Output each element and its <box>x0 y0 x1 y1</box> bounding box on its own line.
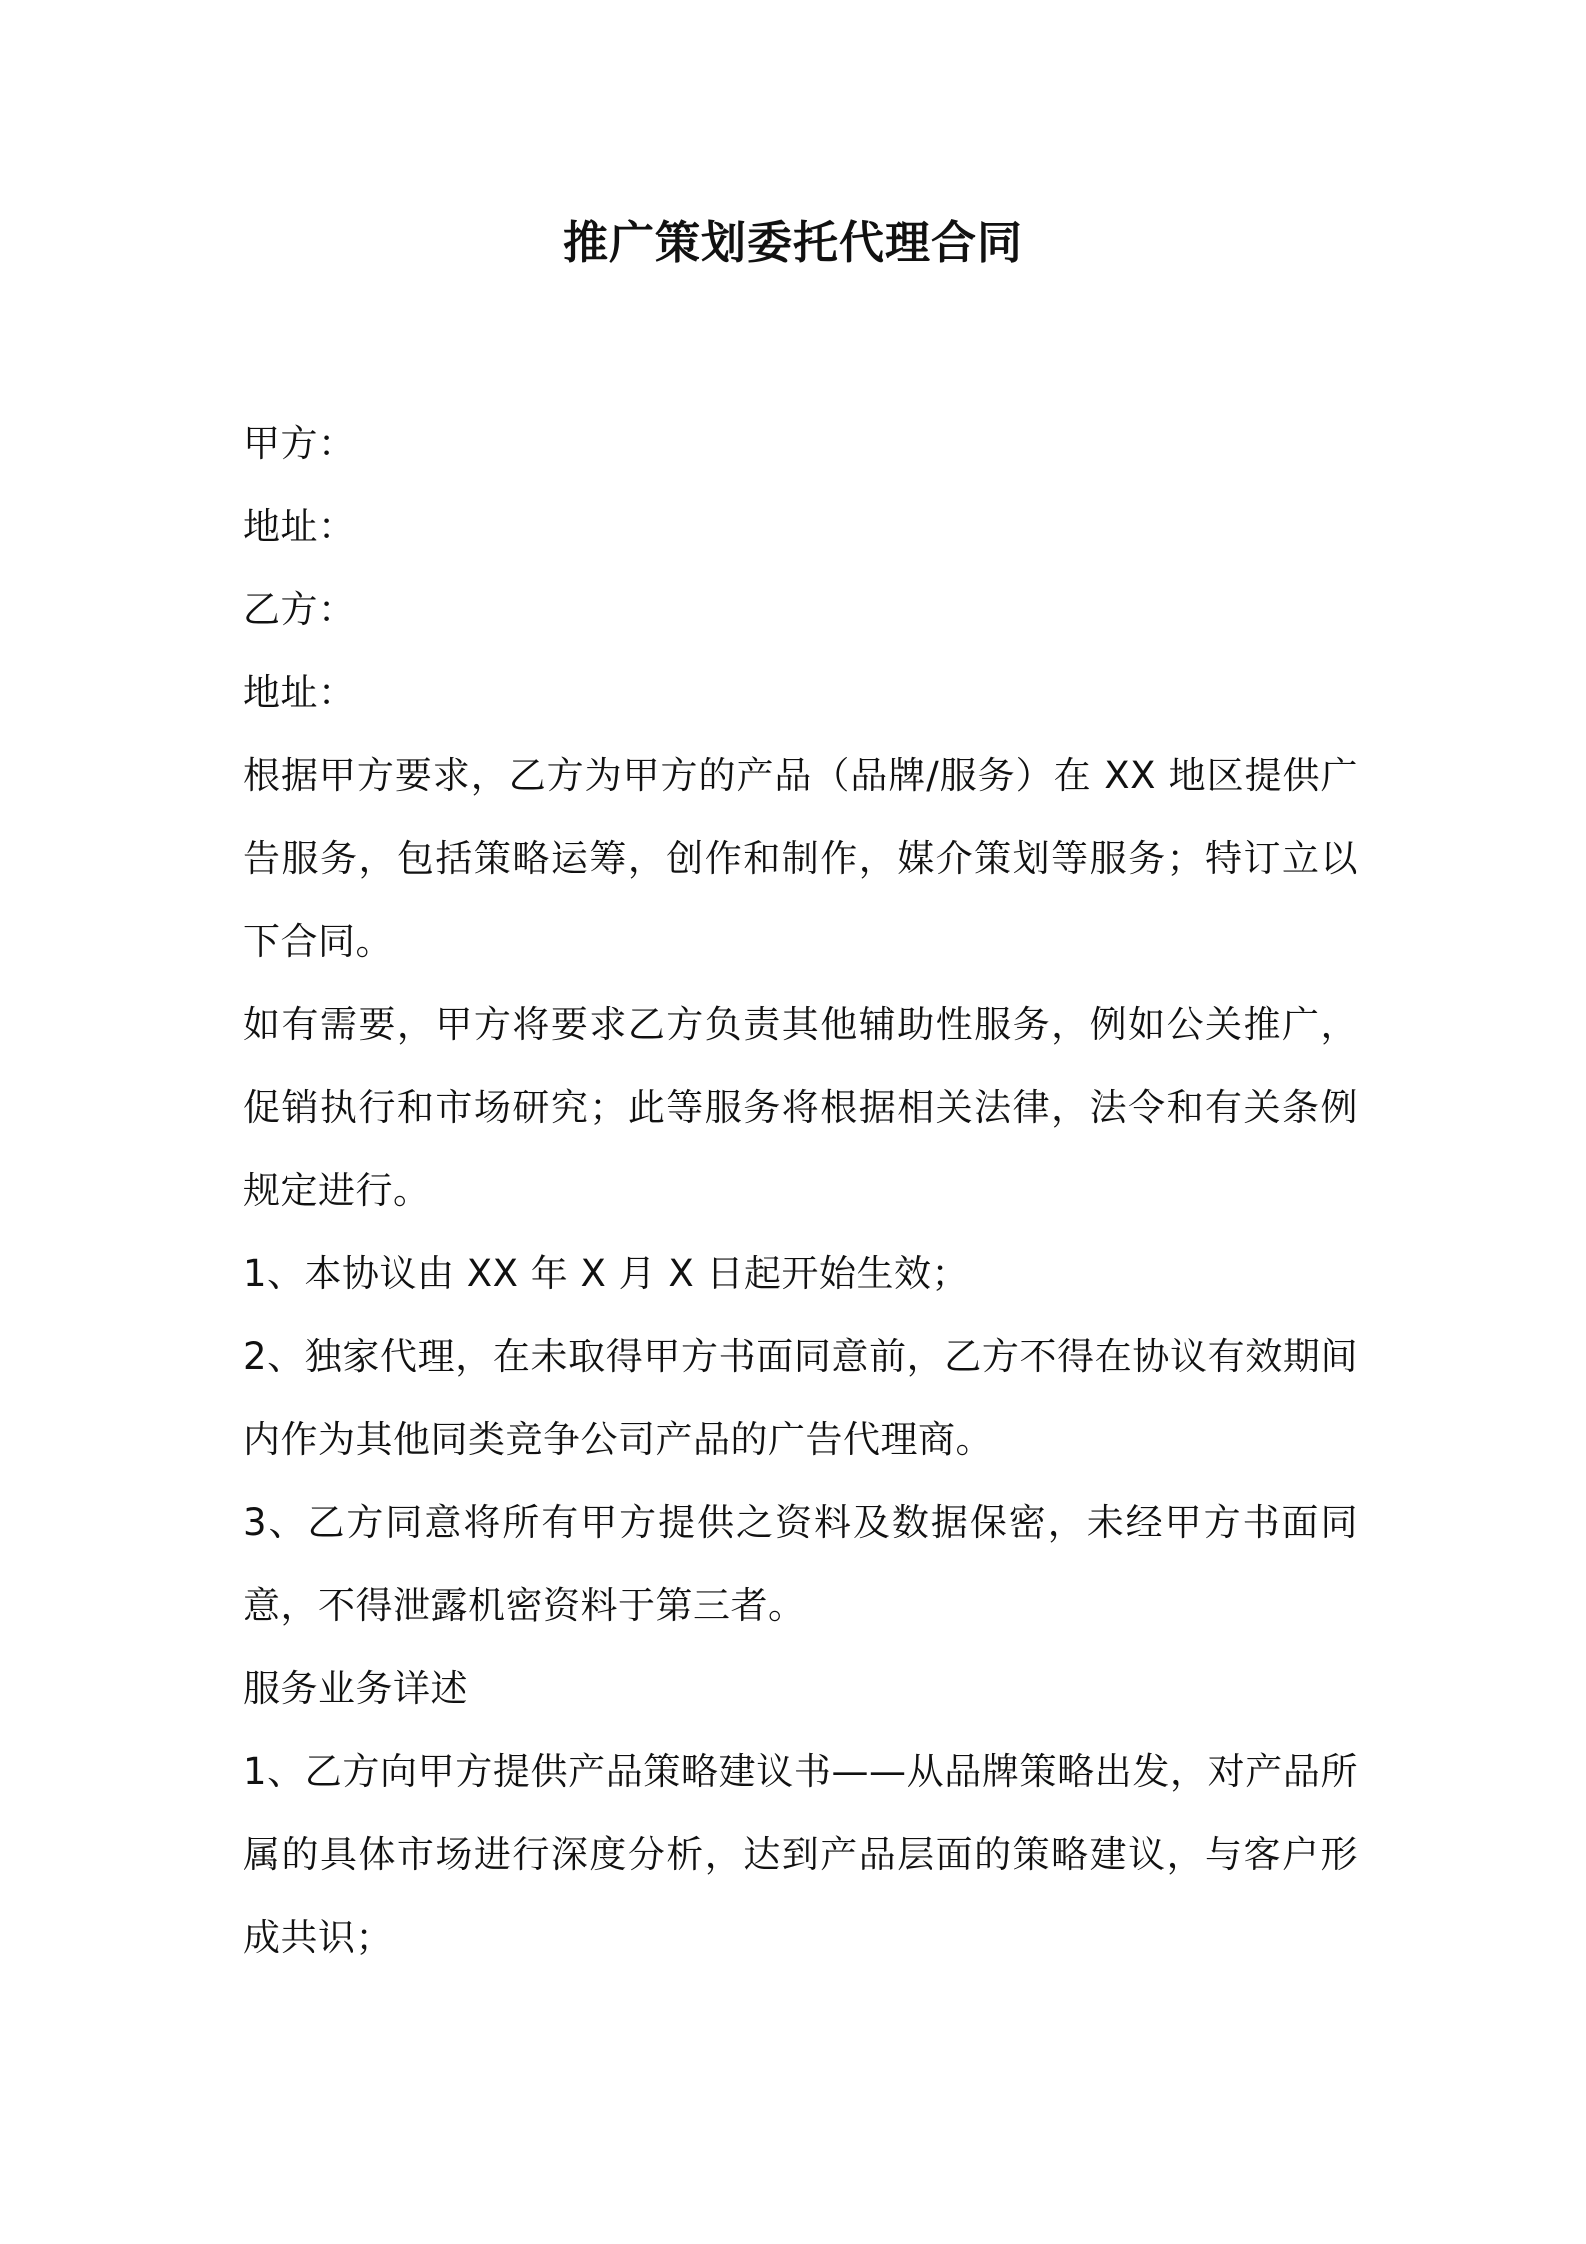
service-details-heading: 服务业务详述 <box>243 1667 468 1710</box>
clause-3-confidentiality: 3、乙方同意将所有甲方提供之资料及数据保密，未经甲方书面同意，不得泄露机密资料于第三者。 <box>243 1501 1358 1627</box>
document-body <box>243 402 1358 1979</box>
party-b-label: 乙方： <box>243 588 356 631</box>
clause-2-exclusive-agency: 2、独家代理，在未取得甲方书面同意前，乙方不得在协议有效期间内作为其他同类竞争公司产品的广告代理商。 <box>243 1335 1358 1461</box>
service-item-1: 1、乙方向甲方提供产品策略建议书——从品牌策略出发，对产品所属的具体市场进行深度分析，达到产品层面的策略建议，与客户形成共识； <box>243 1750 1358 1959</box>
document-title: 推广策划委托代理合同 <box>562 216 1023 269</box>
clause-1-effective-date: 1、本协议由 XX 年 X 月 X 日起开始生效； <box>243 1252 969 1295</box>
party-a-address-label: 地址： <box>243 505 356 548</box>
party-a-label: 甲方： <box>243 422 356 465</box>
party-b-address-label: 地址： <box>243 671 356 714</box>
contract-intro-paragraph: 根据甲方要求，乙方为甲方的产品（品牌/服务）在 XX 地区提供广告服务，包括策略运筹，创作和制作，媒介策划等服务；特订立以下合同。 <box>243 754 1358 963</box>
auxiliary-services-paragraph: 如有需要，甲方将要求乙方负责其他辅助性服务，例如公关推广，促销执行和市场研究；此等服务将根据相关法律，法令和有关条例规定进行。 <box>243 1003 1358 1212</box>
